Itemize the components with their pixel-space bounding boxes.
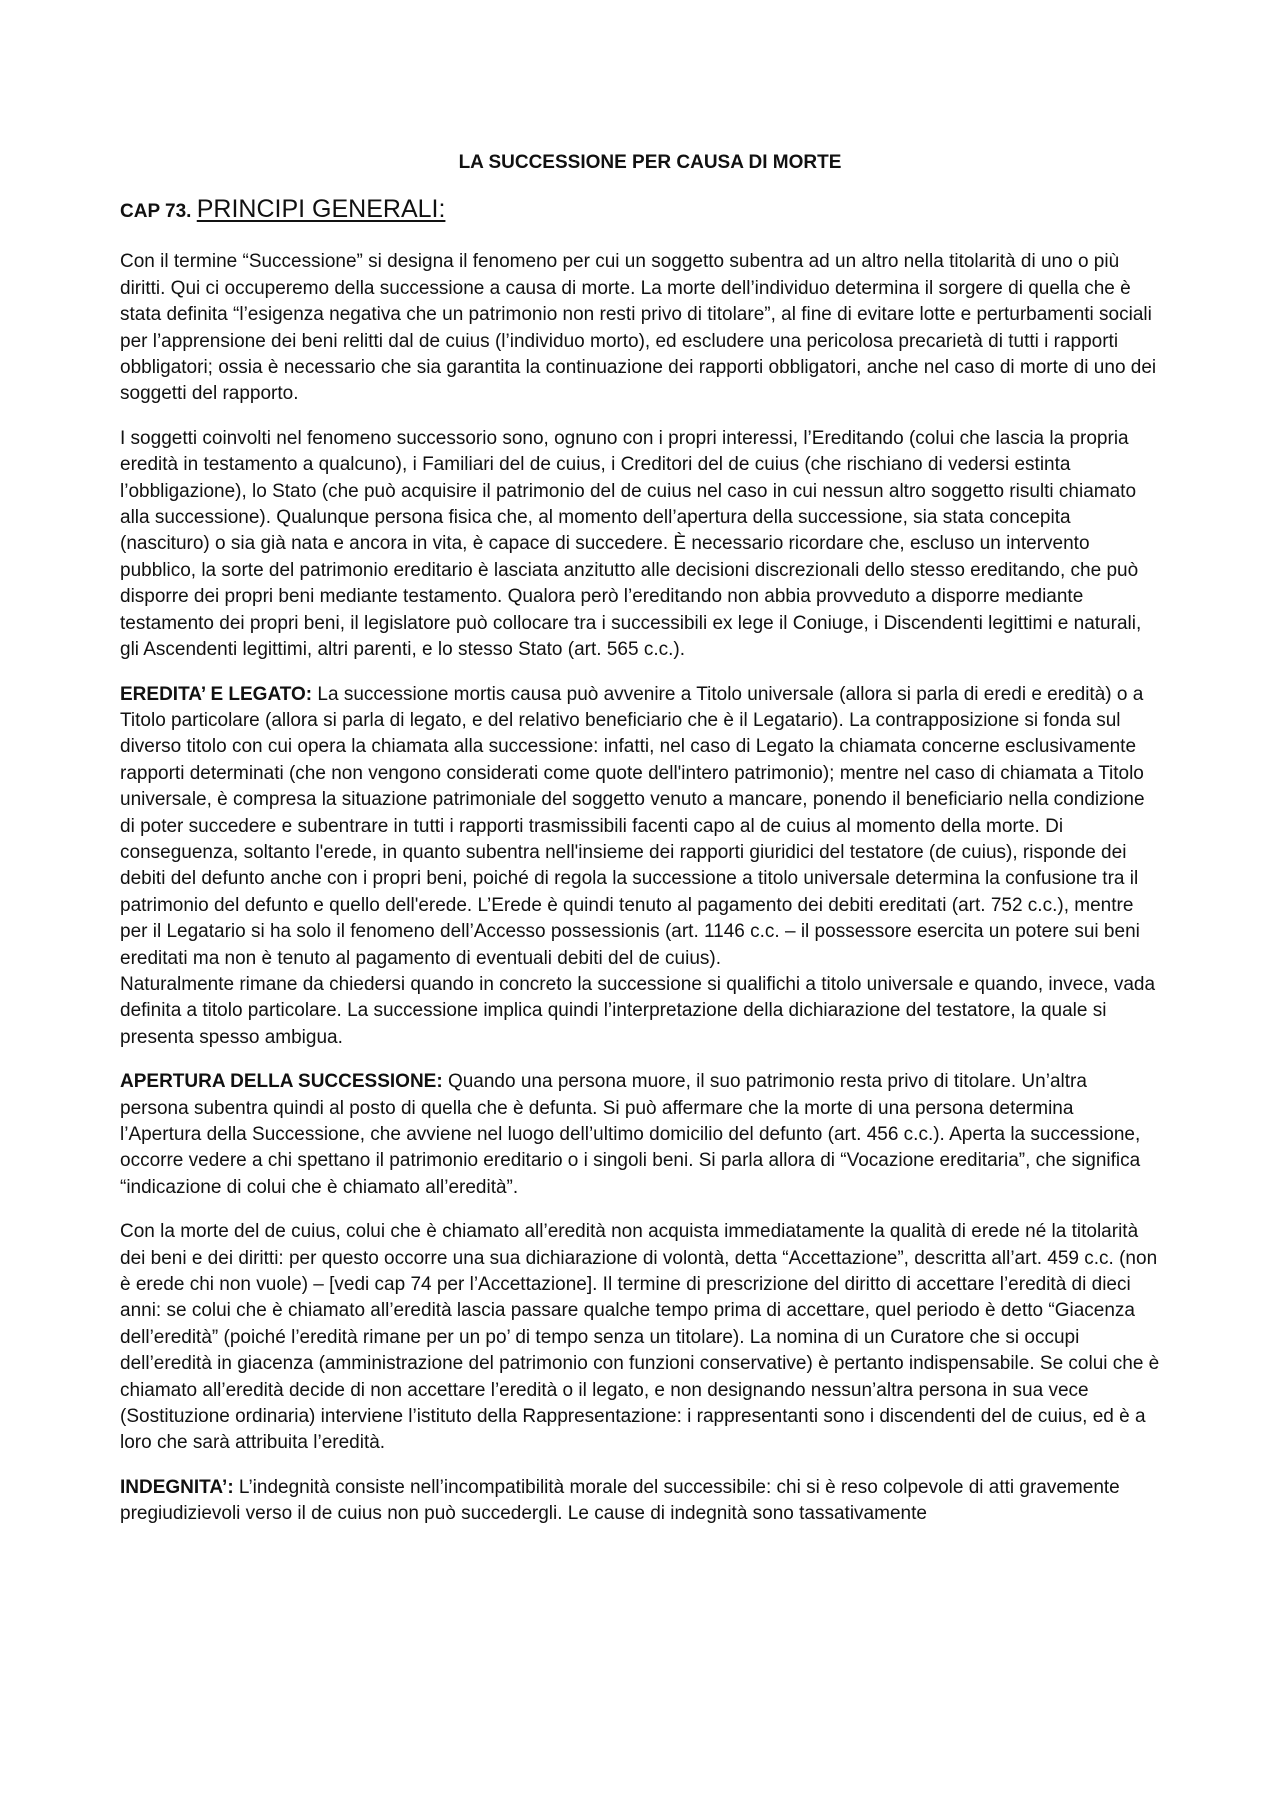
section-lead-apertura: APERTURA DELLA SUCCESSIONE: — [120, 1071, 443, 1093]
chapter-number: CAP 73. — [120, 201, 192, 223]
paragraph-text: La successione mortis causa può avvenire a Titolo universale (allora si parla di eredi e eredità) o a Titolo particolare (allora si parla di legato, e del relativo beneficiario che è il Legatario). La contrapposizione si fonda sul diverso titolo con cui opera la chiamata alla successione: infatti, nel caso di Legato la chiamata concerne esclusivamente rapporti determinati (che non vengono considerati come quote dell'intero patrimonio); mentre nel caso di chiamata a Titolo universale, è compresa la situazione patrimoniale del soggetto venuto a mancare, ponendo il beneficiario nella condizione di poter succedere e subentrare in tutti i rapporti trasmissibili facenti capo al de cuius al momento della morte. Di conseguenza, soltanto l'erede, in quanto subentra nell'insieme dei rapporti giuridici del testatore (de cuius), risponde dei debiti del defunto anche con i propri beni, poiché di regola la successione a titolo universale determina la confusione tra il patrimonio del defunto e quello dell'erede. L’Erede è quindi tenuto al pagamento dei debiti ereditati (art. 752 c.c.), mentre per il Legatario si ha solo il fenomeno dell’Accesso possessionis (art. 1146 c.c. – il possessore esercita un potere sui beni ereditati ma non è tenuto al pagamento di eventuali debiti del de cuius). — [120, 683, 1145, 969]
paragraph-apertura — [120, 1069, 1160, 1201]
section-lead-indegnita: INDEGNITA’: — [120, 1476, 234, 1498]
chapter-title: PRINCIPI GENERALI: — [196, 195, 446, 224]
paragraph-accettazione: Con la morte del de cuius, colui che è chiamato all’eredità non acquista immediatamente la qualità di erede né la titolarità dei beni e dei diritti: per questo occorre una sua dichiarazione di volontà, detta “Accettazione”, descritta all’art. 459 c.c. (non è erede chi non vuole) – [vedi cap 74 per l’Accettazione]. Il termine di prescrizione del diritto di accettare l’eredità di dieci anni: se colui che è chiamato all’eredità lascia passare qualche tempo prima di accettare, quel periodo è detto “Giacenza dell’eredità” (poiché l’eredità rimane per un po’ di tempo senza un titolare). La nomina di un Curatore che si occupi dell’eredità in giacenza (amministrazione del patrimonio con funzioni conservative) è pertanto indispensabile. Se colui che è chiamato all’eredità decide di non accettare l’eredità o il legato, e non designando nessun’altra persona in sua vece (Sostituzione ordinaria) interviene l’istituto della Rappresentazione: i rappresentanti sono i discendenti del de cuius, ed è a loro che sarà attribuita l’eredità. — [120, 1221, 1160, 1454]
document-page — [120, 150, 1160, 1546]
document-title: LA SUCCESSIONE PER CAUSA DI MORTE — [458, 152, 842, 173]
paragraph-eredita-legato — [120, 682, 1160, 972]
paragraph-soggetti: I soggetti coinvolti nel fenomeno successorio sono, ognuno con i propri interessi, l’Ereditando (colui che lascia la propria eredità in testamento a qualcuno), i Familiari del de cuius, i Creditori del de cuius (che rischiano di vedersi estinta l’obbligazione), lo Stato (che può acquisire il patrimonio del de cuius nel caso in cui nessun altro soggetto risulti chiamato alla successione). Qualunque persona fisica che, al momento dell’apertura della successione, sia stata concepita (nascituro) o sia già nata e ancora in vita, è capace di succedere. È necessario ricordare che, escluso un intervento pubblico, la sorte del patrimonio ereditario è lasciata anzitutto alle decisioni discrezionali dello stesso ereditando, che può disporre dei propri beni mediante testamento. Qualora però l’ereditando non abbia provveduto a disporre mediante testamento dei propri beni, il legislatore può collocare tra i successibili ex lege il Coniuge, i Discendenti legittimi e naturali, gli Ascendenti legittimi, altri parenti, e lo stesso Stato (art. 565 c.c.). — [120, 427, 1142, 661]
paragraph-indegnita — [120, 1475, 1160, 1528]
section-lead-eredita-legato: EREDITA’ E LEGATO: — [120, 683, 313, 705]
paragraph-text: Quando una persona muore, il suo patrimonio resta privo di titolare. Un’altra persona subentra quindi al posto di quella che è defunta. Si può affermare che la morte di una persona determina l’Apertura della Successione, che avviene nel luogo dell’ultimo domicilio del defunto (art. 456 c.c.). Aperta la successione, occorre vedere a chi spettano il patrimonio ereditario o i singoli beni. Si parla allora di “Vocazione ereditaria”, che significa “indicazione di colui che è chiamato all’eredità”. — [120, 1071, 1141, 1198]
paragraph-successione: Con il termine “Successione” si designa il fenomeno per cui un soggetto subentra ad un altro nella titolarità di uno o più diritti. Qui ci occuperemo della successione a causa di morte. La morte dell’individuo determina il sorgere di quella che è stata definita “l’esigenza negativa che un patrimonio non resti privo di titolare”, al fine di evitare lotte e perturbamenti sociali per l’apprensione dei beni relitti dal de cuius (l’individuo morto), ed escludere una pericolosa precarietà di tutti i rapporti obbligatori; ossia è necessario che sia garantita la continuazione dei rapporti obbligatori, anche nel caso di morte di uno dei soggetti del rapporto. — [120, 251, 1157, 405]
chapter-heading — [120, 194, 1160, 227]
paragraph-text: L’indegnità consiste nell’incompatibilità morale del successibile: chi si è reso colpevole di atti gravemente pregiudizievoli verso il de cuius non può succedergli. Le cause di indegnità sono tassativamente — [120, 1476, 1120, 1525]
paragraph-titolo: Naturalmente rimane da chiedersi quando in concreto la successione si qualifichi a titolo universale e quando, invece, vada definita a titolo particolare. La successione implica quindi l’interpretazione della dichiarazione del testatore, la quale si presenta spesso ambigua. — [120, 973, 1156, 1048]
